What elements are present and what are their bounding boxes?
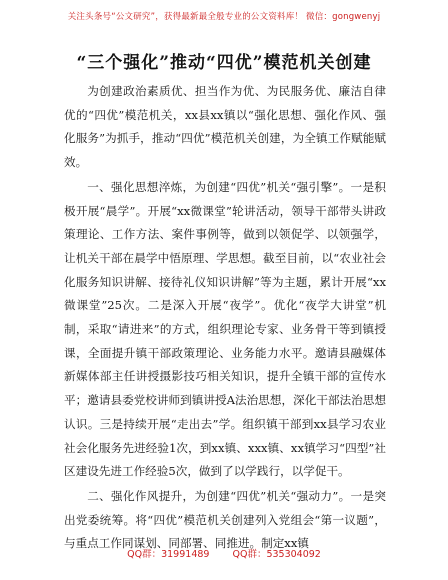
document-body [64, 80, 386, 556]
qq-group-2: QQ群：535304092 [232, 549, 321, 560]
section-one-paragraph: 一、强化思想淬炼，为创建“四优”机关“强引擎”。一是积极开展“晨学”。开展“xx微课堂”轮讲活动，领导干部带头讲政策理论、工作方法、案件事例等，做到以领促学、以领强学，让机关干部在晨学中悟原理、学思想。截至目前，以“农业社会化服务知识讲解、接待礼仪知识讲解”等为主题，累计开展“xx微课堂”25次。二是深入开展“夜学”。优化“夜学大讲堂”机制，采取“请进来”的方式，组织理论专家、业务骨干等到镇授课，全面提升镇干部政策理论、业务能力水平。邀请县融媒体新媒体部主任讲授摄影技巧相关知识，提升全镇干部的宣传水平；邀请县委党校讲师到镇讲授A法治思想，深化干部法治思想认识。三是持续开展“走出去”学。组织镇干部到xx县学习农业社会化服务先进经验1次，到xx镇、xxx镇、xx镇学习“四型”社区建设先进工作经验5次，做到了以学践行，以学促干。 [64, 179, 386, 479]
section-two-paragraph: 二、强化作风提升，为创建“四优”机关“强动力”。一是突出党委统筹。将“四优”模范机关创建列入党组会“第一议题”，与重点工作同谋划、同部署、同推进。制定xx镇 [64, 488, 386, 551]
document-title: “三个强化”推动“四优”模范机关创建 [76, 53, 372, 73]
header-banner: 关注头条号“公文研究”，获得最新最全般专业的公文资料库！ 微信：gongwenyj [67, 12, 381, 22]
qq-group-1: QQ群：31991489 [127, 549, 210, 560]
footer [0, 546, 448, 560]
intro-paragraph: 为创建政治素质优、担当作为优、为民服务优、廉洁自律优的“四优”模范机关，xx县xx镇以“强化思想、强化作风、强化服务”为抓手，推动“四优”模范机关创建，为全镇工作赋能赋效。 [64, 84, 386, 170]
